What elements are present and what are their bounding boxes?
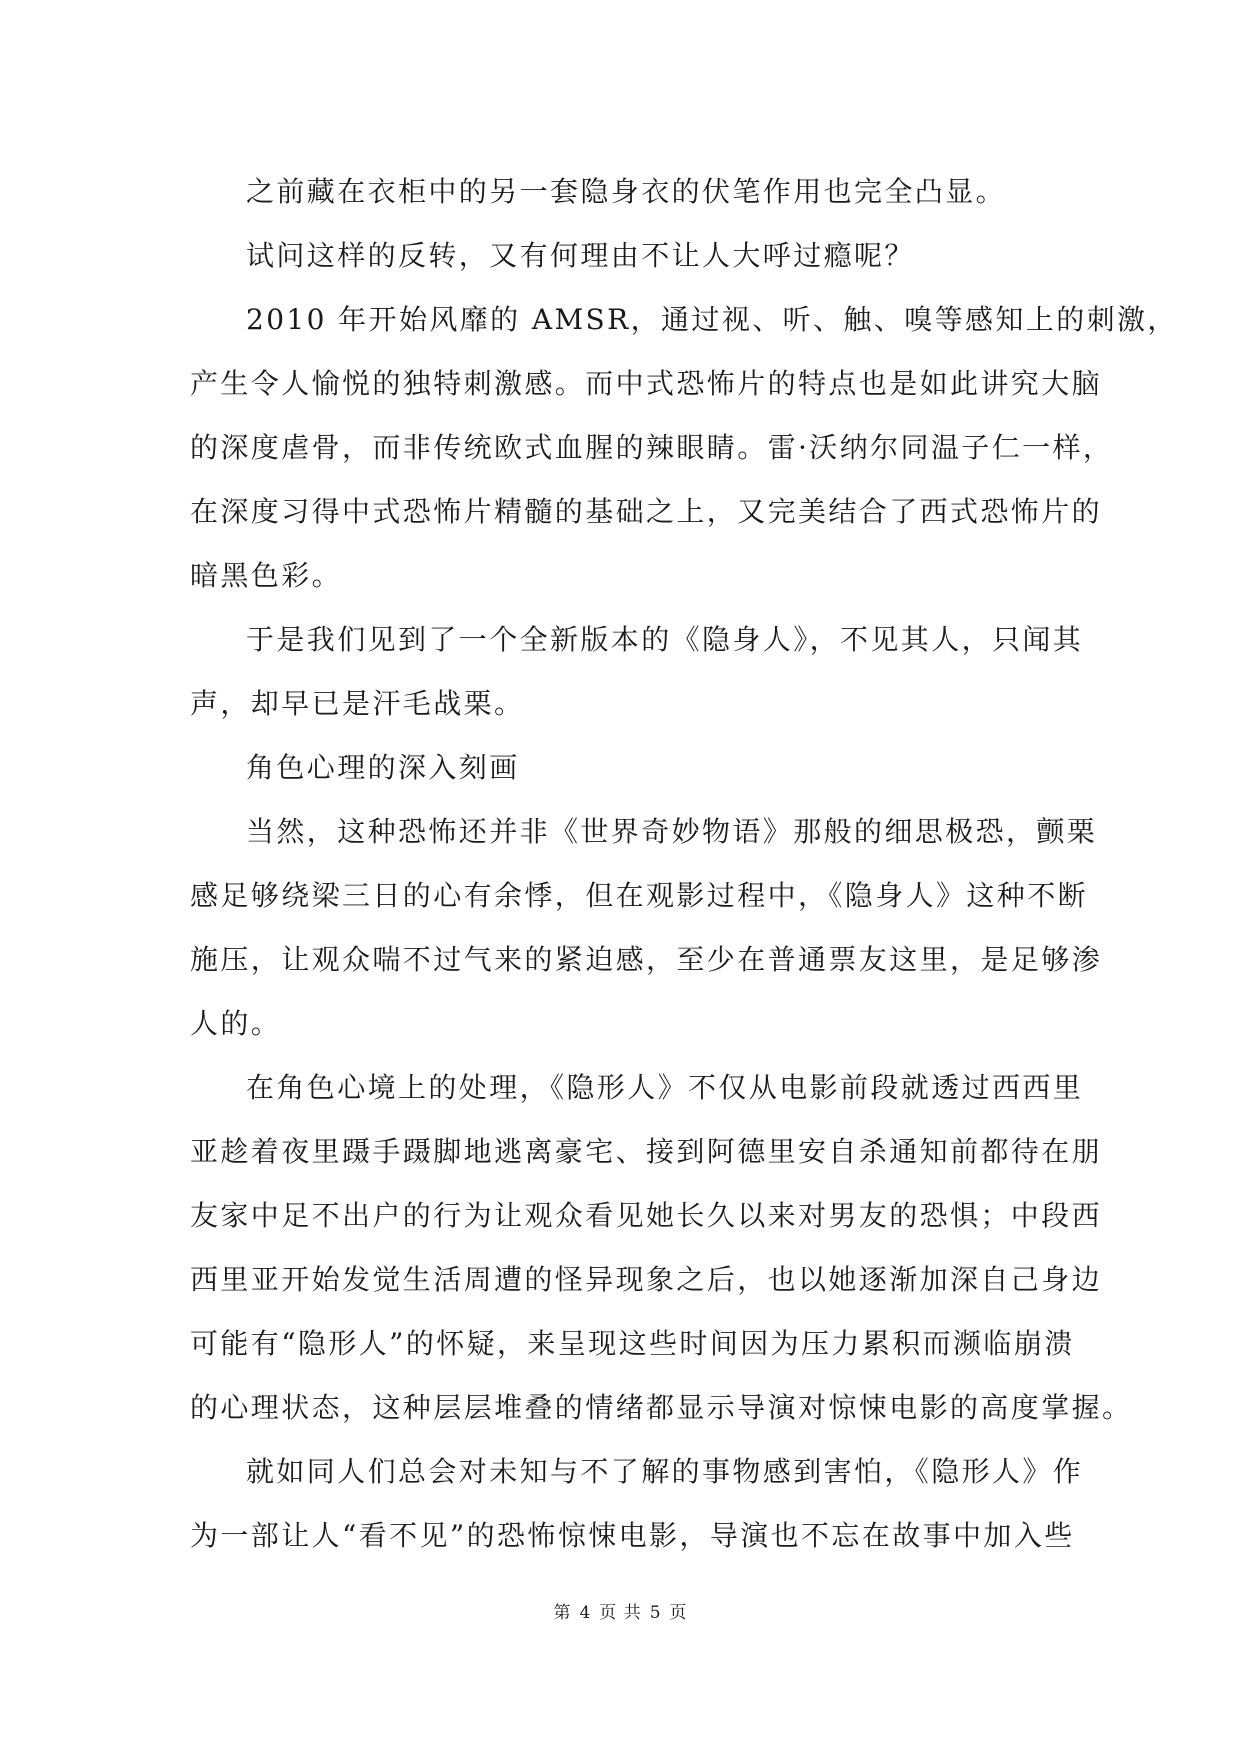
- text-line: 2010 年开始风靡的 AMSR，通过视、听、触、嗅等感知上的刺激，: [246, 303, 1178, 336]
- text-line: 亚趁着夜里蹑手蹑脚地逃离豪宅、接到阿德里安自杀通知前都待在朋: [190, 1135, 1103, 1168]
- paragraph: [190, 224, 1060, 288]
- paragraph: [190, 288, 1178, 608]
- paragraph: [190, 160, 1060, 224]
- text-line: 友家中足不出户的行为让观众看见她长久以来对男友的恐惧；中段西: [190, 1199, 1103, 1232]
- text-line: 施压，让观众喘不过气来的紧迫感，至少在普通票友这里，是足够渗: [190, 943, 1103, 976]
- footer-middle: 页 共: [599, 1603, 642, 1623]
- text-line: 暗黑色彩。: [190, 559, 343, 592]
- text-line: 西里亚开始发觉生活周遭的怪异现象之后，也以她逐渐加深自己身边: [190, 1263, 1103, 1296]
- footer-prefix: 第: [553, 1603, 572, 1623]
- text-line: 感足够绕梁三日的心有余悸，但在观影过程中，《隐身人》这种不断: [190, 879, 1089, 912]
- document-body: [190, 160, 1178, 1568]
- footer-suffix: 页: [669, 1603, 688, 1623]
- text-line: 于是我们见到了一个全新版本的《隐身人》，不见其人，只闻其: [246, 623, 1084, 656]
- text-line: 人的。: [190, 1007, 282, 1040]
- text-line: 当然，这种恐怖还并非《世界奇妙物语》那般的细思极恐，颤栗: [246, 815, 1098, 848]
- paragraph: [190, 608, 1084, 736]
- paragraph: [190, 736, 1060, 800]
- paragraph: [190, 800, 1103, 1056]
- footer-total-pages: 5: [649, 1603, 662, 1623]
- footer-current-page: 4: [579, 1603, 592, 1623]
- text-line: 的深度虐骨，而非传统欧式血腥的辣眼睛。雷·沃纳尔同温子仁一样，: [190, 431, 1114, 464]
- paragraph: [190, 1440, 1084, 1568]
- text-line: 之前藏在衣柜中的另一套隐身衣的伏笔作用也完全凸显。: [246, 175, 1007, 208]
- text-line: 可能有“隐形人”的怀疑，来呈现这些时间因为压力累积而濒临崩溃: [190, 1327, 1075, 1360]
- text-line: 角色心理的深入刻画: [246, 751, 520, 784]
- text-line: 产生令人愉悦的独特刺激感。而中式恐怖片的特点也是如此讲究大脑: [190, 367, 1103, 400]
- paragraph: [190, 1056, 1133, 1440]
- text-line: 就如同人们总会对未知与不了解的事物感到害怕，《隐形人》作: [246, 1455, 1084, 1488]
- text-line: 的心理状态，这种层层堆叠的情绪都显示导演对惊悚电影的高度掌握。: [190, 1391, 1133, 1424]
- text-line: 为一部让人“看不见”的恐怖惊悚电影，导演也不忘在故事中加入些: [190, 1519, 1075, 1552]
- page-footer: [0, 1598, 1241, 1623]
- text-line: 声，却早已是汗毛战栗。: [190, 687, 525, 720]
- text-line: 在深度习得中式恐怖片精髓的基础之上，又完美结合了西式恐怖片的: [190, 495, 1103, 528]
- text-line: 试问这样的反转，又有何理由不让人大呼过瘾呢？: [246, 239, 915, 272]
- text-line: 在角色心境上的处理，《隐形人》不仅从电影前段就透过西西里: [246, 1071, 1084, 1104]
